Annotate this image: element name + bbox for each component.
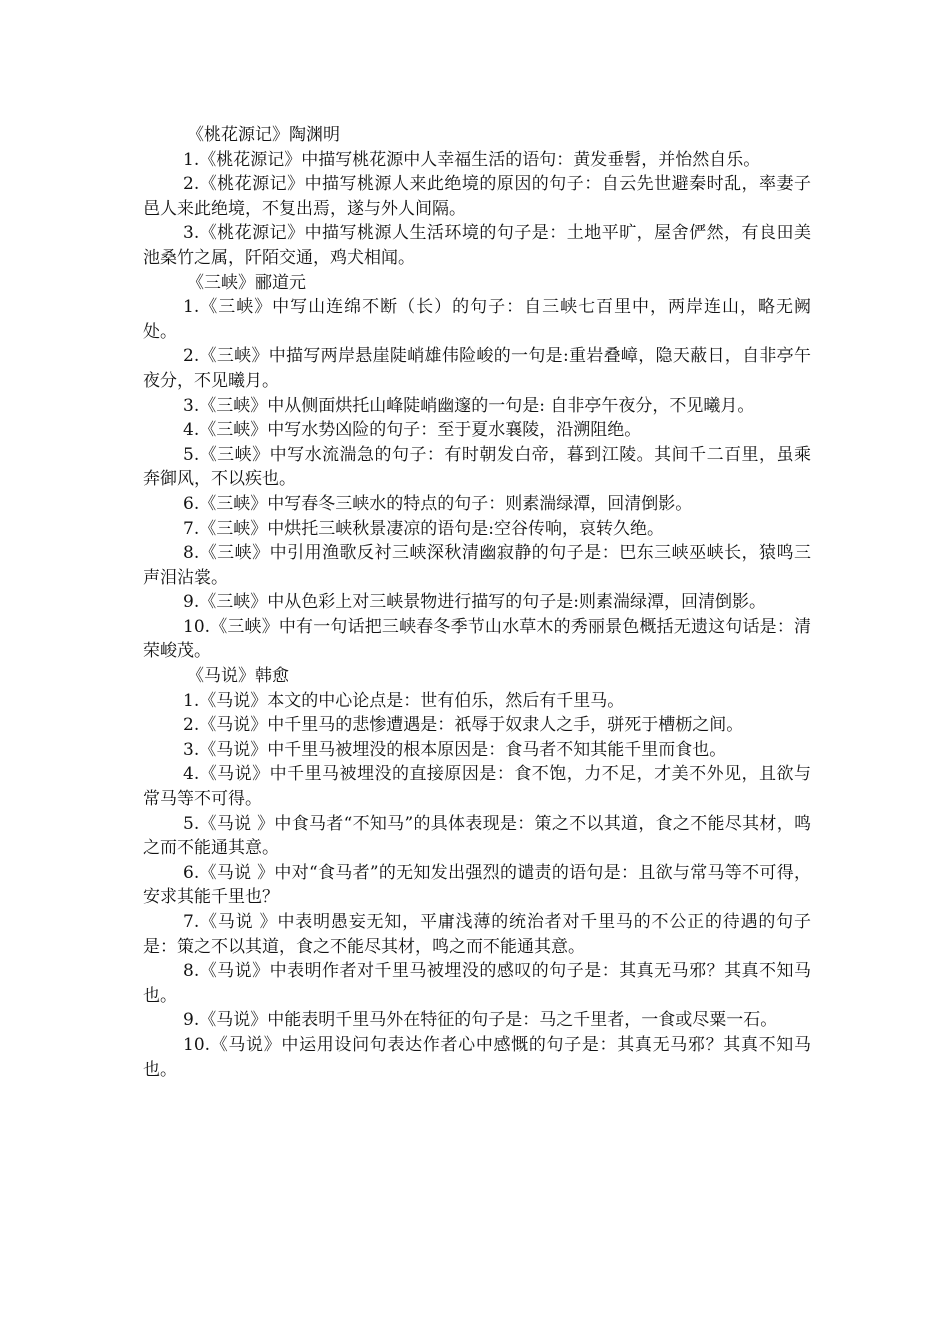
document-page [143, 123, 811, 1082]
section-heading-taohuayuanji: 《桃花源记》陶渊明 [187, 125, 340, 145]
list-item: 1.《三峡》中写山连绵不断（长）的句子：自三峡七百里中，两岸连山，略无阙处。 [143, 297, 811, 342]
list-item: 7.《马说 》中表明愚妄无知，平庸浅薄的统治者对千里马的不公正的待遇的句子是：策之不以其道，食之不能尽其材，鸣之而不能通其意。 [143, 912, 811, 957]
list-item: 9.《三峡》中从色彩上对三峡景物进行描写的句子是:则素湍绿潭，回清倒影。 [183, 592, 766, 613]
list-item: 4.《三峡》中写水势凶险的句子：至于夏水襄陵，沿溯阻绝。 [183, 420, 642, 441]
list-item: 8.《马说》中表明作者对千里马被埋没的感叹的句子是：其真无马邪？其真不知马也。 [143, 961, 811, 1006]
list-item: 1.《桃花源记》中描写桃花源中人幸福生活的语句：黄发垂髫，并怡然自乐。 [183, 149, 761, 170]
list-item: 5.《马说 》中食马者“不知马”的具体表现是：策之不以其道，食之不能尽其材，鸣之而不能通其意。 [143, 813, 811, 859]
list-item: 3.《三峡》中从侧面烘托山峰陡峭幽邃的一句是: 自非亭午夜分，不见曦月。 [183, 395, 755, 416]
list-item: 5.《三峡》中写水流湍急的句子：有时朝发白帝，暮到江陵。其间千二百里，虽乘奔御风，不以疾也。 [143, 444, 811, 490]
list-item: 6.《马说 》中对“食马者”的无知发出强烈的谴责的语句是：且欲与常马等不可得，安求其能千里也？ [143, 862, 811, 908]
section-heading-mashuo: 《马说》韩愈 [187, 666, 289, 687]
list-item: 7.《三峡》中烘托三峡秋景凄凉的语句是:空谷传响，哀转久绝。 [183, 518, 664, 539]
list-item: 2.《三峡》中描写两岸悬崖陡峭雄伟险峻的一句是:重岩叠嶂，隐天蔽日，自非亭午夜分，不见曦月。 [143, 346, 811, 391]
list-item: 9.《马说》中能表明千里马外在特征的句子是：马之千里者，一食或尽粟一石。 [183, 1010, 778, 1031]
section-heading-sanxia: 《三峡》郦道元 [187, 272, 306, 293]
list-item: 3.《马说》中千里马被埋没的根本原因是：食马者不知其能千里而食也。 [183, 739, 727, 760]
list-item: 10.《三峡》中有一句话把三峡春冬季节山水草木的秀丽景色概括无遗这句话是：清荣峻茂。 [143, 616, 811, 662]
list-item: 1.《马说》本文的中心论点是：世有伯乐，然后有千里马。 [183, 690, 625, 711]
list-item: 2.《马说》中千里马的悲惨遭遇是：祇辱于奴隶人之手，骈死于槽枥之间。 [183, 715, 744, 736]
list-item: 4.《马说》中千里马被埋没的直接原因是：食不饱，力不足，才美不外见，且欲与常马等不可得。 [143, 764, 811, 810]
list-item: 3.《桃花源记》中描写桃源人生活环境的句子是：土地平旷，屋舍俨然，有良田美池桑竹之属，阡陌交通，鸡犬相闻。 [143, 223, 811, 268]
list-item: 8.《三峡》中引用渔歌反衬三峡深秋清幽寂静的句子是：巴东三峡巫峡长，猿鸣三声泪沾裳。 [143, 543, 811, 588]
list-item: 10.《马说》中运用设问句表达作者心中感慨的句子是：其真无马邪？其真不知马也。 [143, 1034, 811, 1080]
list-item: 2.《桃花源记》中描写桃源人来此绝境的原因的句子：自云先世避秦时乱，率妻子邑人来此绝境，不复出焉，遂与外人间隔。 [143, 174, 811, 219]
list-item: 6.《三峡》中写春冬三峡水的特点的句子：则素湍绿潭，回清倒影。 [183, 493, 693, 514]
